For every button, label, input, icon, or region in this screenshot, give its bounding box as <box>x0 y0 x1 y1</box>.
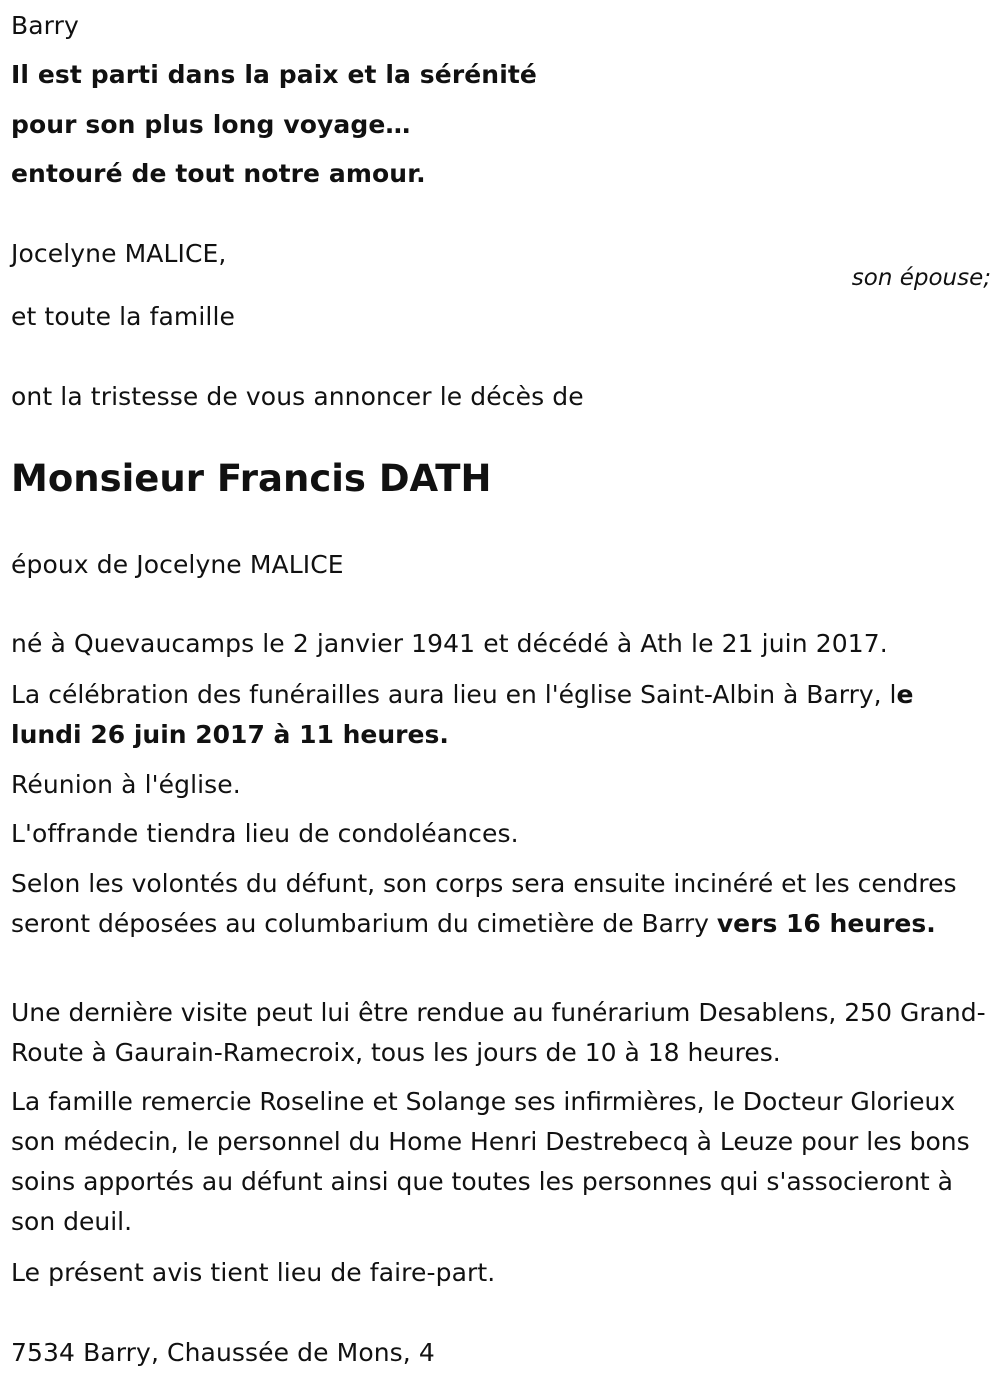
family-member-relation: son épouse; <box>851 265 991 291</box>
faire-part-text: Le présent avis tient lieu de faire-part. <box>11 1258 496 1287</box>
family-member-name: Jocelyne MALICE, <box>11 239 227 268</box>
cremation-paragraph <box>11 864 986 944</box>
cremation-time: vers 16 heures. <box>716 909 936 938</box>
ceremony-intro: La célébration des funérailles aura lieu en l'église Saint-Albin à Barry, l <box>11 680 897 709</box>
poem-line-1: Il est parti dans la paix et la sérénité <box>11 60 537 89</box>
meeting-text: Réunion à l'église. <box>11 770 241 799</box>
announcement-text: ont la tristesse de vous annoncer le décès de <box>11 382 584 411</box>
deceased-name: Monsieur Francis DATH <box>11 457 492 500</box>
poem-line-2: pour son plus long voyage… <box>11 110 411 139</box>
cremation-intro: Selon les volontés du défunt, son corps sera ensuite incinéré et les cendres seront déposées au columbarium du cimetière de Barry <box>11 869 957 938</box>
visit-paragraph: Une dernière visite peut lui être rendue au funérarium Desablens, 250 Grand-Route à Gaurain-Ramecroix, tous les jours de 10 à 18 heures. <box>11 998 986 1067</box>
spouse-of: époux de Jocelyne MALICE <box>11 550 344 579</box>
birth-death-text: né à Quevaucamps le 2 janvier 1941 et décédé à Ath le 21 juin 2017. <box>11 629 888 658</box>
poem-line-3: entouré de tout notre amour. <box>11 159 426 188</box>
offering-text: L'offrande tiendra lieu de condoléances. <box>11 819 519 848</box>
family-others: et toute la famille <box>11 302 236 331</box>
address-text: 7534 Barry, Chaussée de Mons, 4 <box>11 1338 435 1367</box>
ceremony-date: e lundi 26 juin 2017 à 11 heures. <box>11 680 914 749</box>
thanks-paragraph: La famille remercie Roseline et Solange ses infirmières, le Docteur Glorieux son médecin, le personnel du Home Henri Destrebecq à Leuze pour les bons soins apportés au défunt ainsi que toutes les personnes qui s'associeront à son deuil. <box>11 1087 970 1236</box>
ceremony-paragraph <box>11 675 986 755</box>
location-text: Barry <box>11 11 79 40</box>
